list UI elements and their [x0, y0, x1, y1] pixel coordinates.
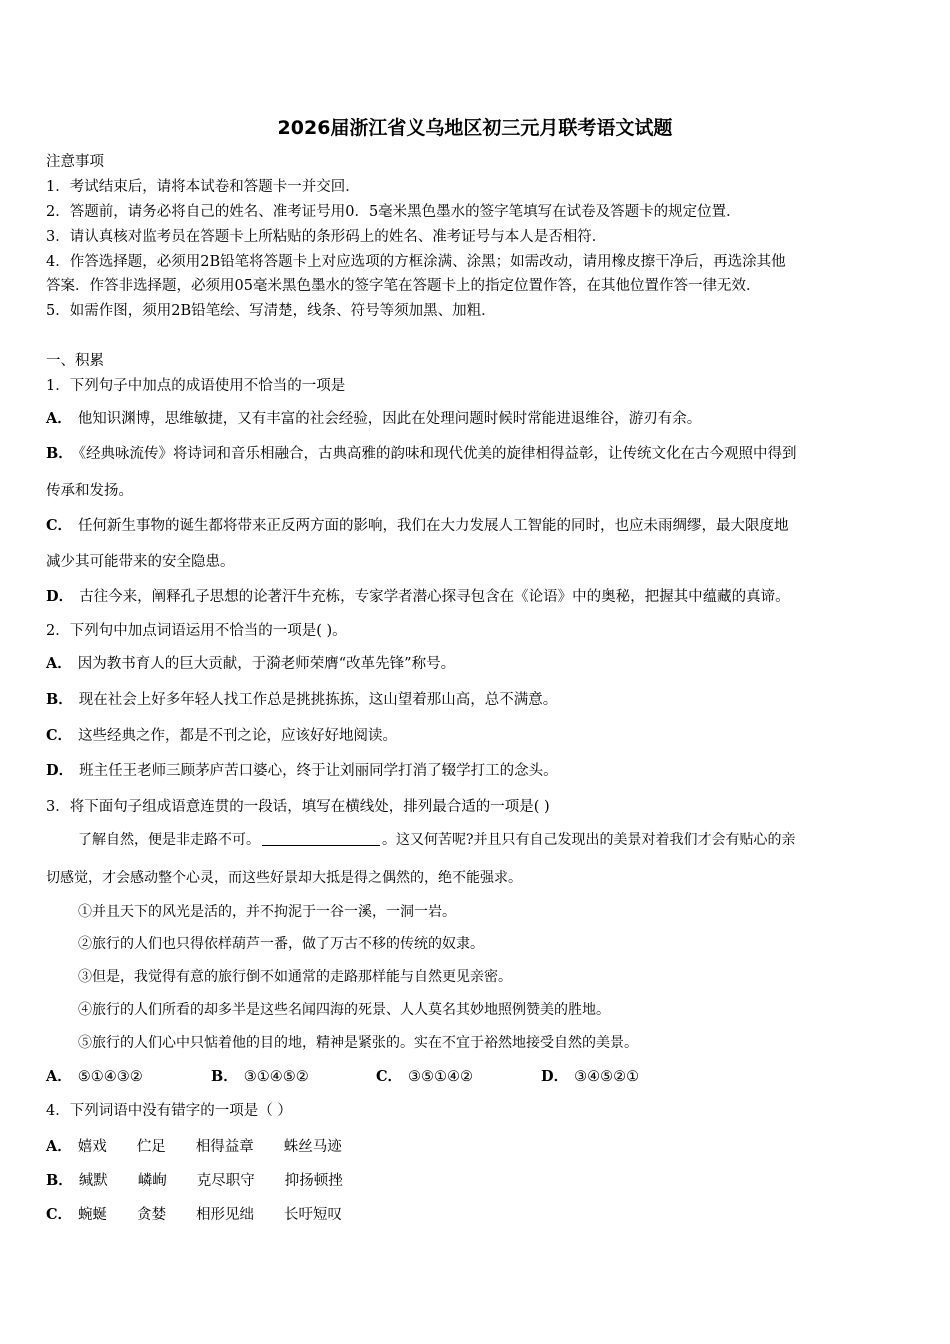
- option-text: ③①④⑤②: [243, 1069, 309, 1085]
- option-text: ⑤①④③②: [77, 1069, 143, 1085]
- notice-item-1: 1．考试结束后，请将本试卷和答题卡一并交回．: [46, 179, 360, 195]
- word: 相形见绌: [196, 1207, 255, 1223]
- word: 蛛丝马迹: [283, 1139, 342, 1155]
- q3-choice-b: [211, 1067, 376, 1087]
- word: 伫足: [136, 1139, 166, 1155]
- option-text: 他知识渊博，思维敏捷，又有丰富的社会经验，因此在处理问题时候时常能进退维谷，游刃有余。: [77, 411, 702, 427]
- notice-item-5: 5．如需作图，须用2B铅笔绘、写清楚，线条、符号等须加黑、加粗．: [46, 303, 496, 319]
- q1-option-b: [46, 444, 797, 464]
- q1-option-a: [46, 409, 701, 429]
- option-label: B．: [46, 691, 73, 708]
- option-label: A．: [46, 410, 72, 427]
- q3-choices: [46, 1067, 639, 1087]
- q2-option-c: [46, 726, 397, 746]
- word: 缄默: [78, 1173, 108, 1189]
- q3-item-2: ②旅行的人们也只得依样葫芦一番，做了万古不移的传统的奴隶。: [78, 936, 484, 952]
- q3-item-5: ⑤旅行的人们心中只惦着他的目的地，精神是紧张的。实在不宜于裕然地接受自然的美景。: [78, 1035, 638, 1051]
- option-text: 任何新生事物的诞生都将带来正反两方面的影响，我们在大力发展人工智能的同时，也应未雨绸缪，最大限度地: [78, 518, 789, 534]
- q3-passage-cont: 切感觉，才会感动整个心灵，而这些好景却大抵是得之偶然的，绝不能强求。: [46, 870, 522, 886]
- word: 蜿蜒: [78, 1207, 108, 1223]
- option-label: D．: [46, 762, 74, 779]
- q3-choice-c: [376, 1067, 541, 1087]
- q3-item-1: ①并且天下的风光是活的，并不拘泥于一谷一溪，一洞一岩。: [78, 904, 456, 920]
- notice-item-4-cont: 答案．作答非选择题，必须用05毫米黑色墨水的签字笔在答题卡上的指定位置作答，在其他位置作答一律无效．: [46, 278, 761, 294]
- q1-option-b-cont: 传承和发扬。: [46, 483, 133, 499]
- q1-option-c-cont: 减少其可能带来的安全隐患。: [46, 554, 235, 570]
- notice-item-4: 4．作答选择题，必须用2B铅笔将答题卡上对应选项的方框涂满、涂黑；如需改动，请用橡皮擦干净后，再选涂其他: [46, 254, 786, 270]
- notice-item-3: 3．请认真核对监考员在答题卡上所粘贴的条形码上的姓名、准考证号与本人是否相符．: [46, 229, 607, 245]
- option-label: C．: [376, 1068, 403, 1085]
- q4-option-b: [46, 1171, 373, 1191]
- option-label: C．: [46, 1206, 73, 1223]
- q2-option-d: [46, 761, 558, 781]
- word: 贪婪: [137, 1207, 167, 1223]
- q3-choice-a: [46, 1067, 211, 1087]
- passage-text: 了解自然，便是非走路不可。: [78, 832, 260, 848]
- option-label: C．: [46, 517, 73, 534]
- q3-item-3: ③但是，我觉得有意的旅行倒不如通常的走路那样能与自然更见亲密。: [78, 969, 512, 985]
- q2-option-b: [46, 690, 557, 710]
- word: 嬉戏: [77, 1139, 107, 1155]
- option-text: 古往今来，阐释孔子思想的论著汗牛充栋，专家学者潜心探寻包含在《论语》中的奥秘，把握其中蕴藏的真谛。: [79, 589, 790, 605]
- q3-stem: 3．将下面句子组成语意连贯的一段话，填写在横线处，排列最合适的一项是( ): [46, 799, 550, 815]
- section-heading: 一、积累: [46, 353, 104, 369]
- word: 嶙峋: [137, 1173, 167, 1189]
- q1-stem: 1．下列句子中加点的成语使用不恰当的一项是: [46, 378, 346, 394]
- word: 长吁短叹: [284, 1207, 343, 1223]
- option-label: A．: [46, 1068, 72, 1085]
- option-text: ③④⑤②①: [574, 1069, 640, 1085]
- option-label: C．: [46, 727, 73, 744]
- option-label: A．: [46, 655, 72, 672]
- option-text: 《经典咏流传》将诗词和音乐相融合，古典高雅的韵味和现代优美的旋律相得益彰，让传统文化在古今观照中得到: [78, 446, 797, 462]
- answer-blank: [262, 831, 380, 846]
- passage-text: 。这又何苦呢?并且只有自己发现出的美景对着我们才会有贴心的亲: [382, 832, 796, 848]
- q3-passage: [78, 830, 796, 850]
- q4-option-c: [46, 1205, 372, 1225]
- q3-choice-d: [541, 1067, 639, 1087]
- q2-option-a: [46, 654, 455, 674]
- q4-stem: 4．下列词语中没有错字的一项是（ ）: [46, 1103, 292, 1119]
- q3-item-4: ④旅行的人们所看的却多半是这些名闻四海的死景、人人莫名其妙地照例赞美的胜地。: [78, 1002, 610, 1018]
- option-label: B．: [46, 1172, 73, 1189]
- word: 相得益章: [195, 1139, 254, 1155]
- option-label: D．: [46, 588, 74, 605]
- q1-option-d: [46, 587, 790, 607]
- option-label: A．: [46, 1138, 72, 1155]
- option-label: B．: [46, 445, 73, 462]
- q2-stem: 2．下列句中加点词语运用不恰当的一项是( )。: [46, 623, 347, 639]
- option-text: ③⑤①④②: [408, 1069, 474, 1085]
- option-text: 现在社会上好多年轻人找工作总是挑挑拣拣，这山望着那山高，总不满意。: [78, 692, 558, 708]
- option-label: B．: [211, 1068, 238, 1085]
- q1-option-c: [46, 516, 789, 536]
- page-title: 2026届浙江省义乌地区初三元月联考语文试题: [277, 117, 673, 139]
- option-text: 班主任王老师三顾茅庐苦口婆心，终于让刘丽同学打消了辍学打工的念头。: [79, 763, 558, 779]
- word: 克尽职守: [196, 1173, 255, 1189]
- notice-item-2: 2．答题前，请务必将自己的姓名、准考证号用0．5毫米黑色墨水的签字笔填写在试卷及答题卡的规定位置．: [46, 204, 741, 220]
- option-text: 这些经典之作，都是不刊之论，应该好好地阅读。: [78, 728, 398, 744]
- word: 抑扬顿挫: [284, 1173, 343, 1189]
- q4-option-a: [46, 1137, 372, 1157]
- option-text: 因为教书育人的巨大贡献，于漪老师荣膺“改革先锋”称号。: [77, 656, 456, 672]
- notice-heading: 注意事项: [46, 154, 104, 170]
- option-label: D．: [541, 1068, 569, 1085]
